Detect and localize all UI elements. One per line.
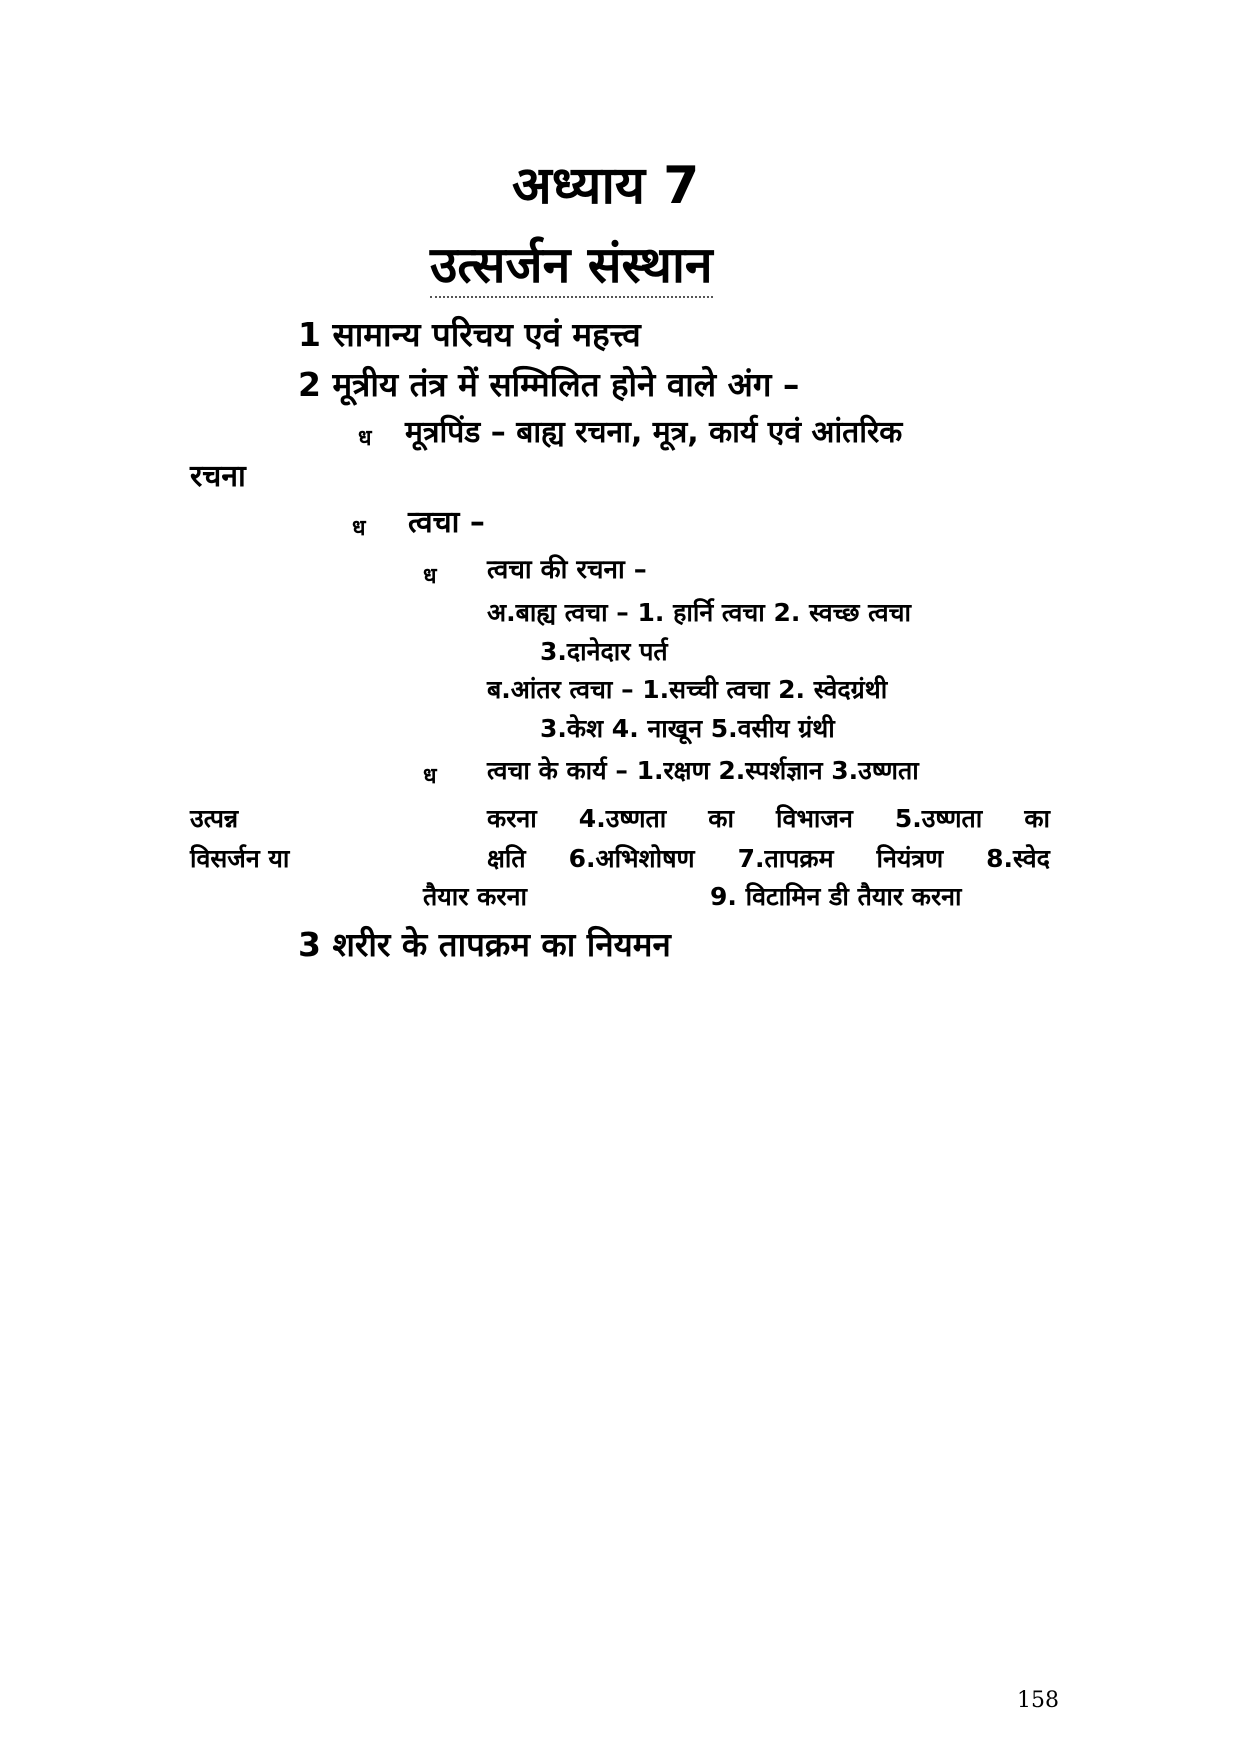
chapter-title: अध्याय 7 <box>512 156 700 216</box>
list-item-temperature-regulation: 3 शरीर के तापक्रम का नियमन <box>298 925 671 964</box>
margin-text-visarjan: विसर्जन या <box>190 844 290 873</box>
list-item-inner-skin-continued: 3.केश 4. नाखून 5.वसीय ग्रंथी <box>540 714 835 743</box>
list-item-skin-functions: त्वचा के कार्य – 1.रक्षण 2.स्पर्शज्ञान 3.उष्णता <box>487 756 919 785</box>
word: का <box>708 804 734 833</box>
bullet-icon: ध <box>352 516 366 541</box>
skin-functions-line-4-left: तैयार करना <box>423 882 527 911</box>
list-item-inner-skin: ब.आंतर त्वचा – 1.सच्ची त्वचा 2. स्वेदग्रंथी <box>487 675 888 704</box>
list-item-skin: त्वचा – <box>408 505 485 540</box>
list-item-skin-structure: त्वचा की रचना – <box>487 555 647 585</box>
skin-functions-line-3 <box>487 846 1050 871</box>
chapter-subtitle: उत्सर्जन संस्थान <box>430 240 713 298</box>
word: 6.अभिशोषण <box>568 844 695 873</box>
bullet-icon: ध <box>358 426 372 451</box>
word: का <box>1024 804 1050 833</box>
skin-functions-line-2 <box>487 806 1050 831</box>
word: करना <box>487 804 537 833</box>
word: नियंत्रण <box>876 844 944 873</box>
word: 4.उष्णता <box>578 804 667 833</box>
word: क्षति <box>487 844 526 873</box>
list-item-kidney-continued: रचना <box>190 459 246 494</box>
word: विभाजन <box>775 804 853 833</box>
bullet-icon: ध <box>423 564 437 589</box>
word: 5.उष्णता <box>894 804 983 833</box>
page-number: 158 <box>1017 1688 1059 1713</box>
list-item-outer-skin: अ.बाह्य त्वचा – 1. हार्नि त्वचा 2. स्वच्छ त्वचा <box>487 598 912 627</box>
list-item-urinary-organs: 2 मूत्रीय तंत्र में सम्मिलित होने वाले अंग – <box>298 365 800 404</box>
list-item-kidney: मूत्रपिंड – बाह्य रचना, मूत्र, कार्य एवं आंतरिक <box>405 415 903 450</box>
word: 7.तापक्रम <box>737 844 834 873</box>
skin-functions-line-4-right: 9. विटामिन डी तैयार करना <box>710 882 962 911</box>
bullet-icon: ध <box>423 764 437 789</box>
list-item-outer-skin-continued: 3.दानेदार पर्त <box>540 637 668 666</box>
list-item-introduction: 1 सामान्य परिचय एवं महत्त्व <box>298 315 641 354</box>
word: 8.स्वेद <box>986 844 1050 873</box>
margin-text-utpann: उत्पन्न <box>190 804 239 833</box>
